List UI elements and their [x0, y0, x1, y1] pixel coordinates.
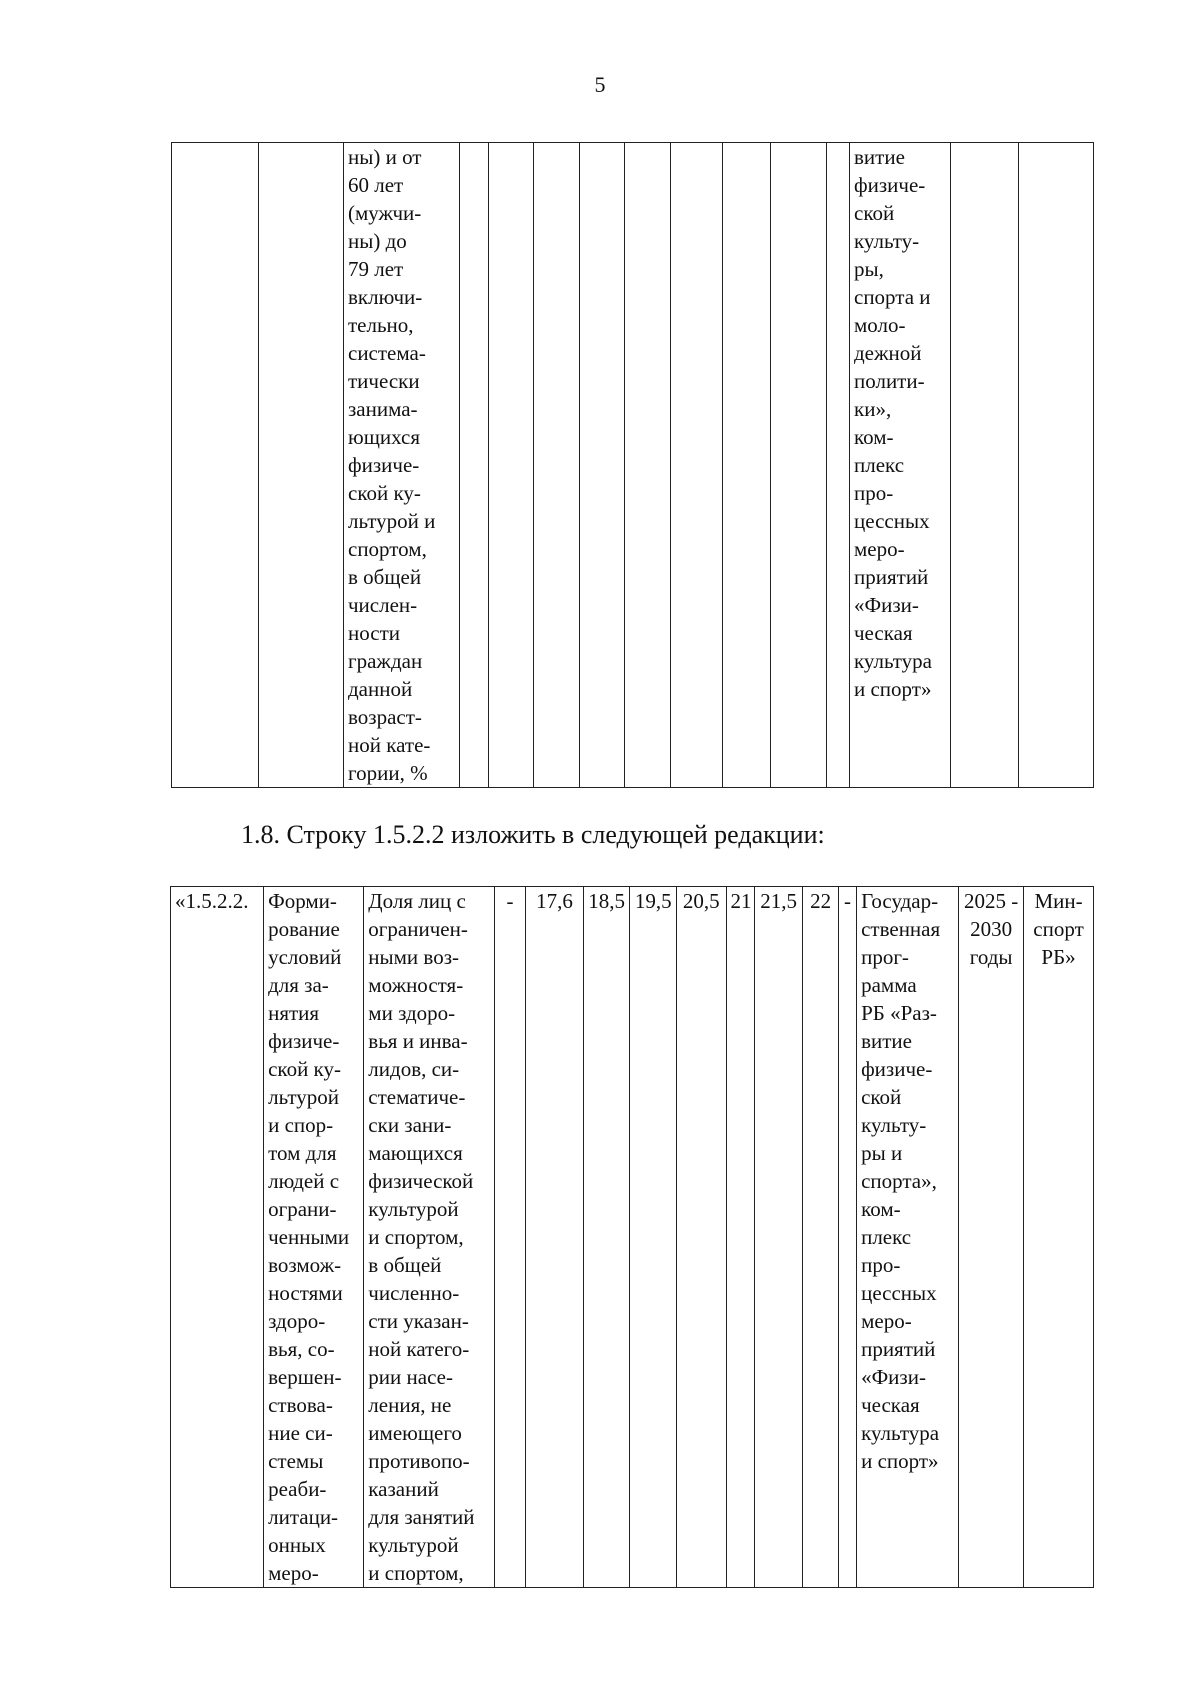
value-cell: 21,5: [754, 887, 803, 1588]
value-cell: 22: [803, 887, 838, 1588]
program-cell: витие физиче- ской культу- ры, спорта и моло- дежной полити- ки», ком- плекс про- цессных меро- приятий «Физи- ческая культура и спорт»: [850, 143, 951, 788]
value-cell: 18,5: [583, 887, 630, 1588]
value-cell: 21: [726, 887, 754, 1588]
table-row: [171, 887, 1094, 1588]
responsible-cell: [1019, 143, 1094, 788]
task-cell: [259, 143, 344, 788]
value-cell: [723, 143, 771, 788]
code-cell: «1.5.2.2.: [171, 887, 264, 1588]
section-heading: 1.8. Строку 1.5.2.2 изложить в следующей редакции:: [241, 820, 825, 849]
value-cell: [671, 143, 723, 788]
task-cell: Форми- рование условий для за- нятия физиче- ской ку- льтурой и спор- том для людей с ограни- ченными возмож- ностями здоро- вья, со- вершен- ствова- ние си- стемы реаби- литаци- онных меро-: [264, 887, 364, 1588]
value-cell: 17,6: [526, 887, 584, 1588]
program-cell: Государ- ственная прог- рамма РБ «Раз- витие физиче- ской культу- ры и спорта», ком- плекс про- цессных меро- приятий «Физи- ческая культура и спорт»: [857, 887, 959, 1588]
value-cell: 19,5: [630, 887, 677, 1588]
value-cell: 20,5: [676, 887, 726, 1588]
value-cell: [827, 143, 850, 788]
period-cell: [951, 143, 1019, 788]
indicator-cell: ны) и от 60 лет (мужчи- ны) до 79 лет включи- тельно, система- тически занима- ющихся физиче- ской ку- льтурой и спортом, в общей числен- ности граждан данной возраст- ной кате- гории, %: [344, 143, 460, 788]
indicator-cell: Доля лиц с ограничен- ными воз- можностя- ми здоро- вья и инва- лидов, си- стематиче- ски зани- мающихся физической культурой и спортом, в общей численно- сти указан- ной катего- рии насе- ления, не имеющего противопо- казаний для занятий культурой и спортом,: [364, 887, 495, 1588]
page-number: 5: [594, 72, 606, 97]
value-cell: [534, 143, 580, 788]
responsible-cell: Мин- спорт РБ»: [1024, 887, 1094, 1588]
table-row-1-5-2-2: [170, 886, 1094, 1588]
value-cell: [460, 143, 489, 788]
table-row: [172, 143, 1094, 788]
table-continuation: [171, 142, 1094, 788]
value-cell: -: [838, 887, 856, 1588]
value-cell: [771, 143, 827, 788]
value-cell: [580, 143, 625, 788]
code-cell: [172, 143, 259, 788]
value-cell: [489, 143, 534, 788]
value-cell: [625, 143, 671, 788]
period-cell: 2025 - 2030 годы: [959, 887, 1024, 1588]
value-cell: -: [494, 887, 525, 1588]
